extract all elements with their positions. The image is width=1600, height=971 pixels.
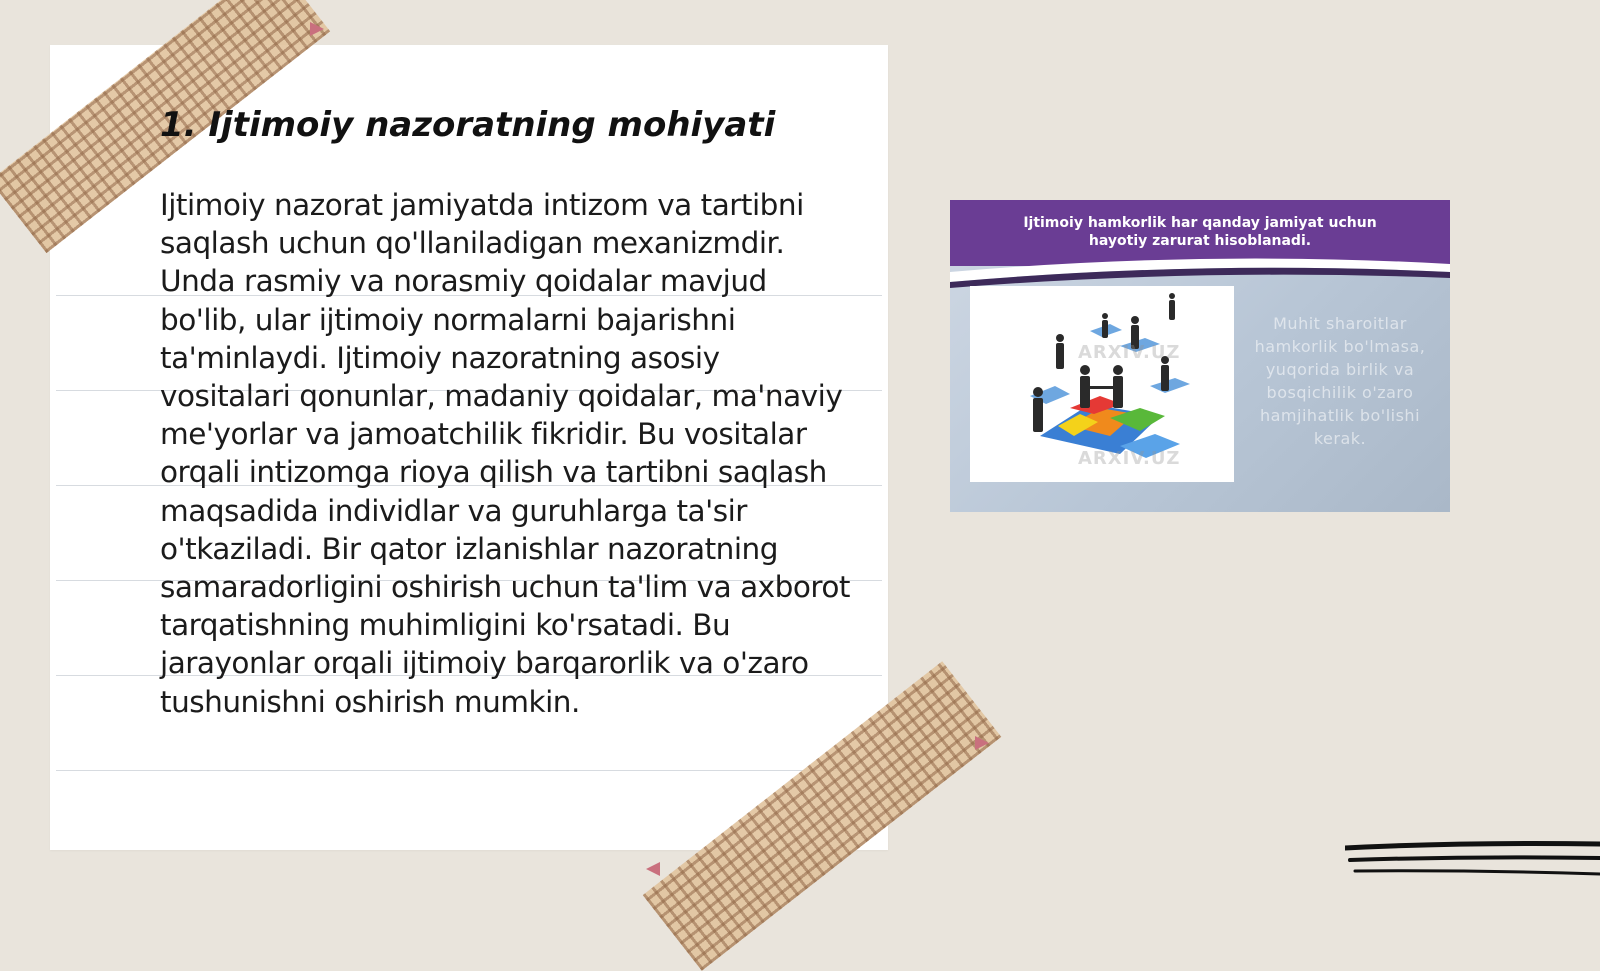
- image-caption-line-2: hayotiy zarurat hisoblanadi.: [1088, 233, 1312, 249]
- watermark-top: ARXIV.UZ: [1078, 342, 1181, 363]
- image-caption: [950, 214, 1450, 250]
- watermark-bottom: ARXIV.UZ: [1078, 448, 1181, 469]
- tape-tip: [646, 862, 660, 876]
- illustration-image: [950, 200, 1450, 512]
- tape-tip: [310, 22, 324, 36]
- image-side-text: Muhit sharoitlar hamkorlik bo'lmasa, yuqorida birlik va bosqichilik o'zaro hamjihatlik bo'lishi kerak.: [1254, 314, 1426, 448]
- slide-body-text: Ijtimoiy nazorat jamiyatda intizom va tartibni saqlash uchun qo'llaniladigan mexanizmdir. Unda rasmiy va norasmiy qoidalar mavjud bo'lib, ular ijtimoiy normalarni bajarishni ta'minlaydi. Ijtimoiy nazoratning asosiy vositalari qonunlar, madaniy qoidalar, ma'naviy me'yorlar va jamoatchilik fikridir. Bu vositalar orqali intizomga rioya qilish va tartibni saqlash maqsadida individlar va guruhlarga ta'sir o'tkaziladi. Bir qator izlanishlar nazoratning samaradorligini oshirish uchun ta'lim va axborot tarqatishning muhimligini ko'rsatadi. Bu jarayonlar orqali ijtimoiy barqarorlik va o'zaro tushunishni oshirish mumkin.: [160, 188, 850, 719]
- decorative-strokes: [1345, 840, 1600, 890]
- tape-tip: [975, 736, 989, 750]
- image-caption-line-1: Ijtimoiy hamkorlik har qanday jamiyat uchun: [1023, 215, 1377, 231]
- slide-title: 1. Ijtimoiy nazoratning mohiyati: [160, 105, 776, 145]
- ruled-line: [56, 770, 882, 771]
